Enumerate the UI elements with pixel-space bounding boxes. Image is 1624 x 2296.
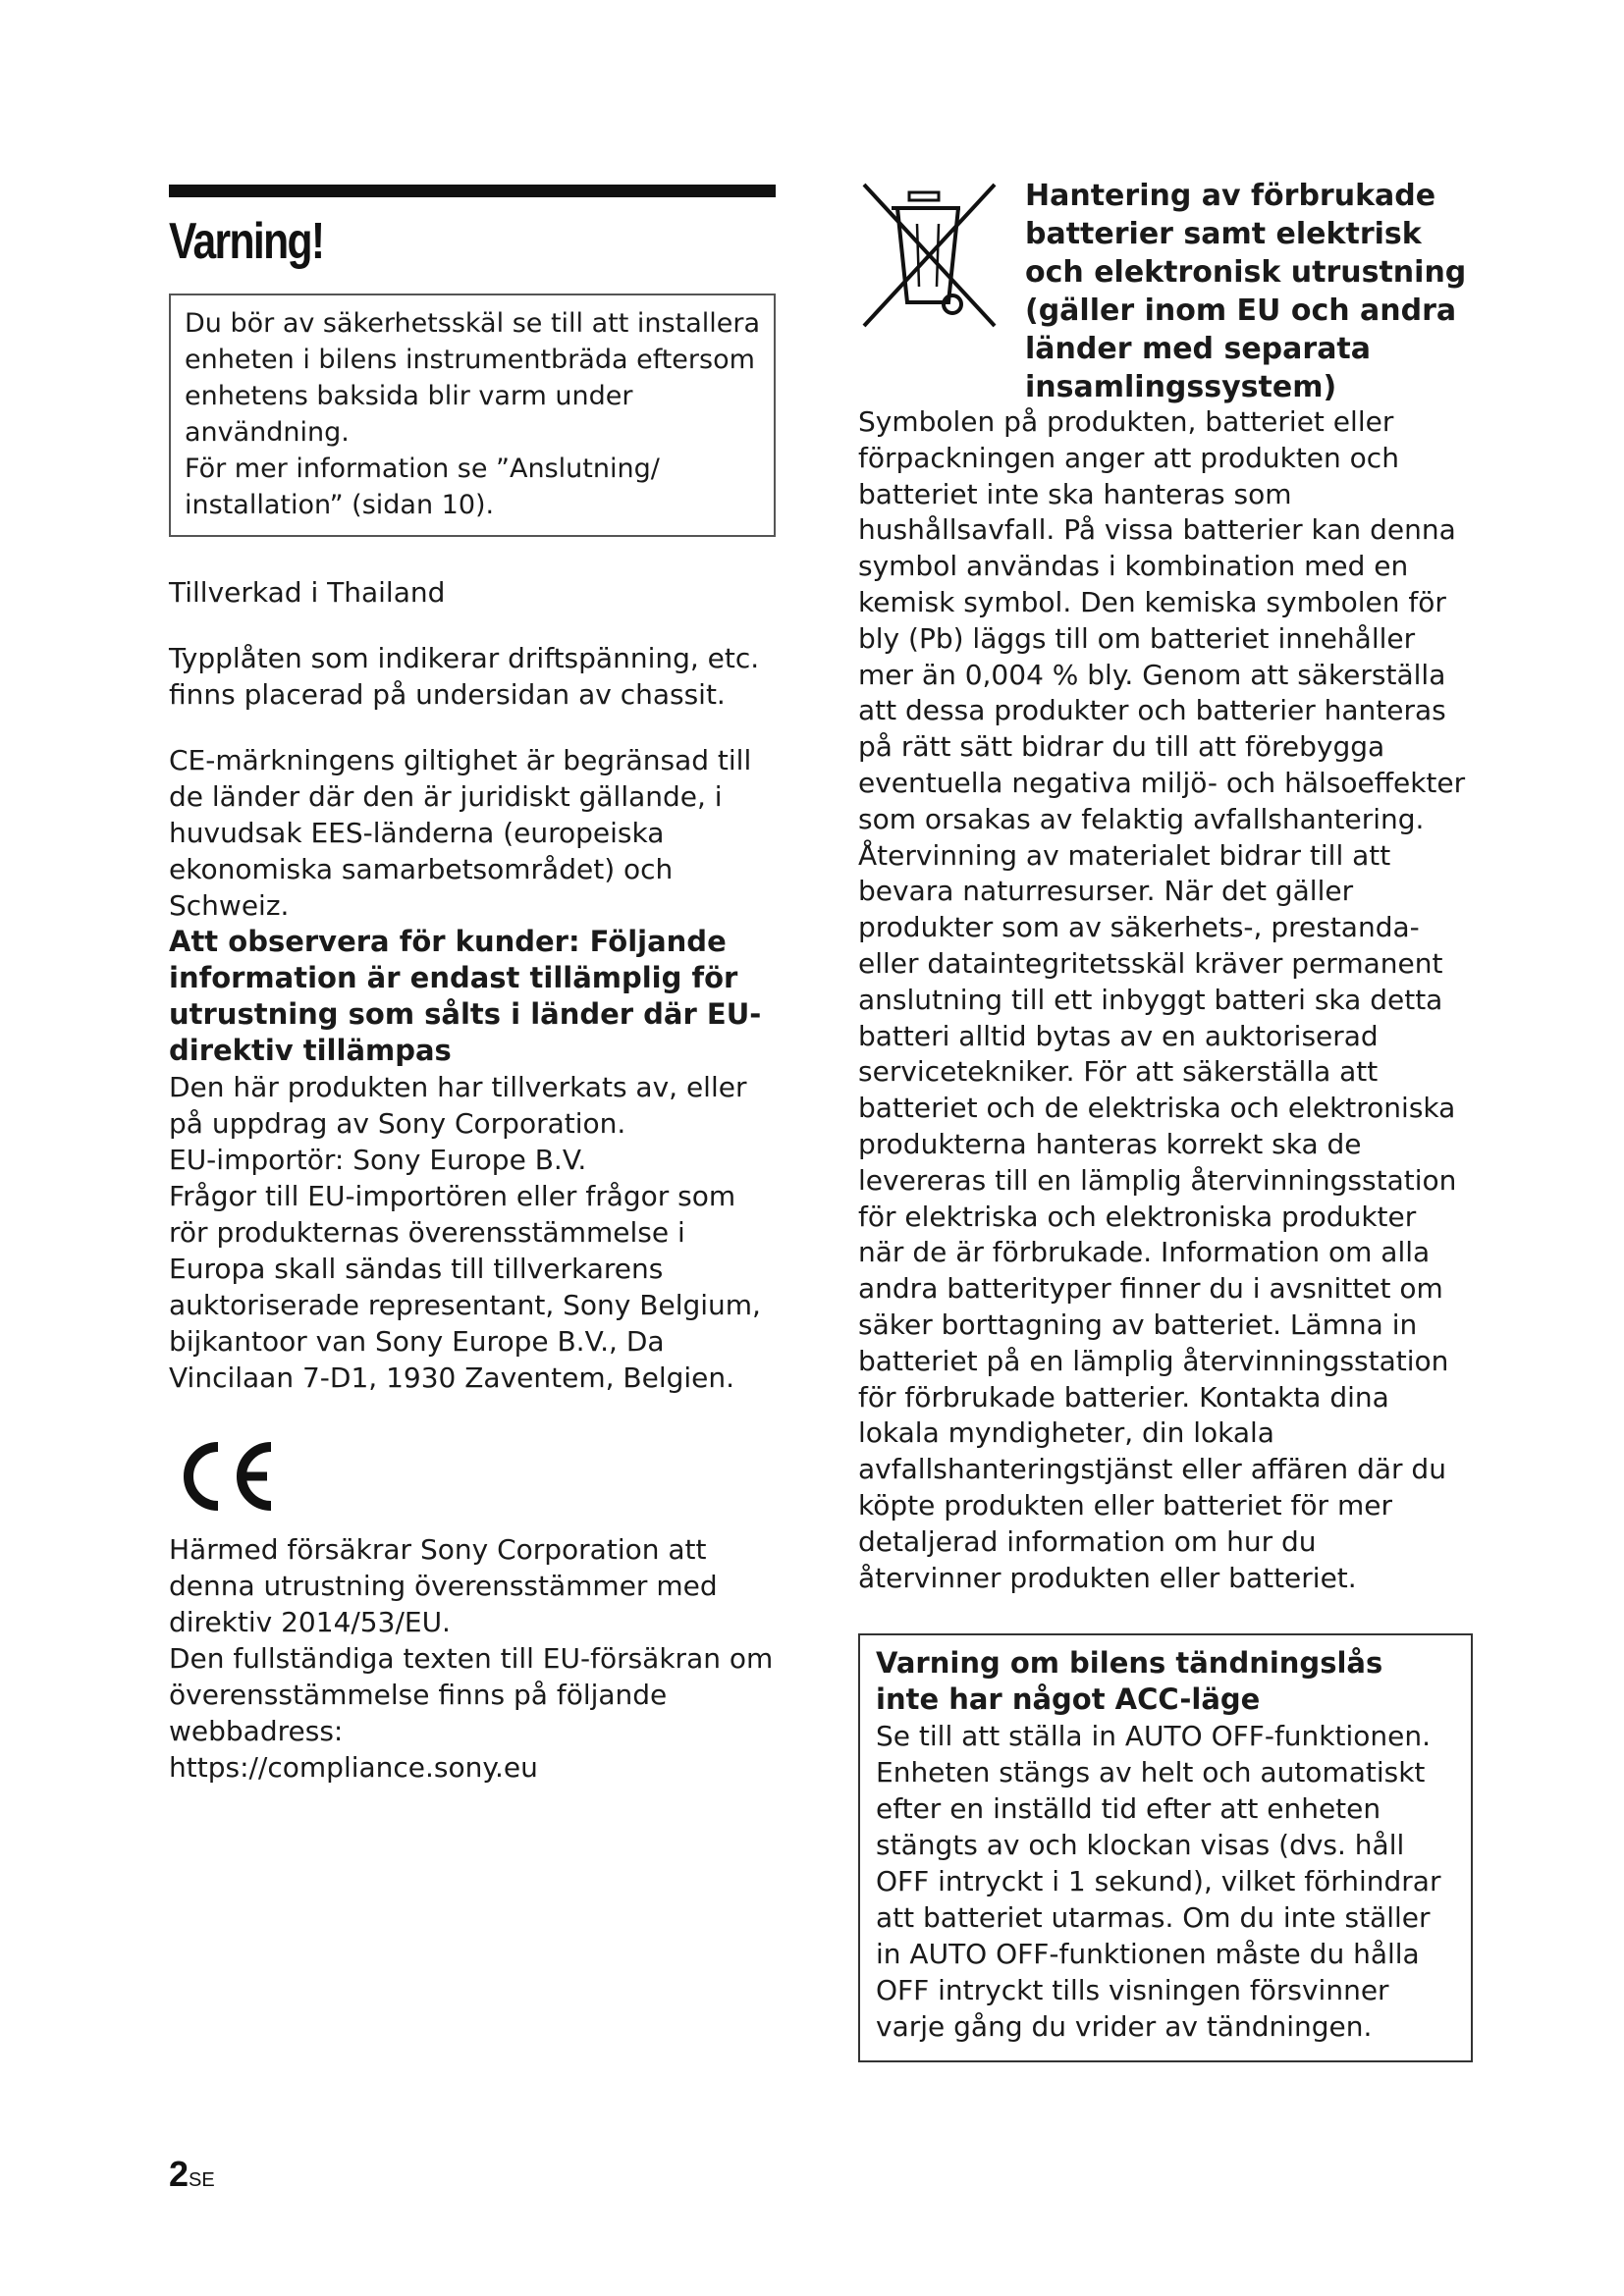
left-column — [169, 185, 776, 1786]
heat-notice-box — [169, 294, 776, 537]
section-rule — [169, 185, 776, 197]
page-number-suffix: SE — [189, 2169, 215, 2191]
page-number — [169, 2154, 215, 2195]
weee-heading: Hantering av förbrukade batterier samt elektrisk och elektronisk utrustning (gäller inom EU och andra länder med separata insamlingssystem) — [1025, 179, 1467, 404]
questions-text: Frågor till EU-importören eller frågor som rör produkternas överensstämmelse i Europa skall sändas till tillverkarens auktoriserade representant, Sony Belgium, bijkantoor van Sony Europe B.V., Da Vincilaan 7-D1, 1930 Zaventem, Belgien. — [169, 1180, 761, 1394]
manufacturer-text: Den här produkten har tillverkats av, eller på uppdrag av Sony Corporation. — [169, 1071, 747, 1140]
crossed-out-wheelie-bin-icon — [858, 179, 1001, 336]
weee-body-text: Symbolen på produkten, batteriet eller förpackningen anger att produkten och batteriet inte ska hanteras som hushållsavfall. På vissa batterier kan denna symbol användas i kombination med en kemisk symbol. Den kemiska symbolen för bly (Pb) läggs till om batteriet innehåller mer än 0,004 % bly. Genom att säkerställa att dessa produkter och batterier hanteras på rätt sätt bidrar du till att förebygga eventuella negativa miljö- och hälsoeffekter som orsakas av felaktig avfallshantering. Återvinning av materialet bidrar till att bevara naturresurser. När det gäller produkter som av säkerhets-, prestanda- eller dataintegritetsskäl kräver permanent anslutning till ett inbyggt batteri ska detta batteri alltid bytas av en auktoriserad servicetekniker. För att säkerställa att batteriet och de elektriska och elektroniska produkterna hanteras korrekt ska de levereras till en lämplig återvinningsstation för elektriska och elektroniska produkter när de är förbrukade. Information om alla andra batterityper finner du i avsnittet om säker borttagning av batteriet. Lämna in batteriet på en lämplig återvinningsstation för förbrukade batterier. Kontakta dina lokala myndigheter, din lokala avfallshanteringstjänst eller affären där du köpte produkten eller batteriet för mer detaljerad information om hur du återvinner produkten eller batteriet. — [858, 405, 1466, 1594]
declaration-text: Härmed försäkrar Sony Corporation att denna utrustning överensstämmer med direktiv 2014/53/EU. — [169, 1533, 718, 1638]
ignition-warning-heading: Varning om bilens tändningslås inte har något ACC-läge — [876, 1646, 1383, 1717]
eu-customers-heading: Att observera för kunder: Följande information är endast tillämplig för utrustning som sålts i länder där EU-direktiv tillämpas — [169, 925, 762, 1067]
rating-plate-text: Typplåten som indikerar driftspänning, etc. finns placerad på undersidan av chassit. — [169, 642, 760, 711]
ignition-warning-box — [858, 1633, 1473, 2062]
ignition-warning-text: Se till att ställa in AUTO OFF-funktionen. Enheten stängs av helt och automatiskt efter en inställd tid efter att enheten stängts av och klockan visas (dvs. håll OFF intryckt i 1 sekund), vilket förhindrar att batteriet utarmas. Om du inte ställer in AUTO OFF-funktionen måste du hålla OFF intryckt tills visningen försvinner varje gång du vrider av tändningen. — [876, 1720, 1441, 2044]
full-text-info: Den fullständiga texten till EU-försäkran om överensstämmelse finns på följande webbadress: — [169, 1642, 774, 1747]
right-column — [858, 177, 1467, 2062]
ce-mark-icon — [169, 1439, 287, 1514]
ce-validity-text: CE-märkningens giltighet är begränsad till de länder där den är juridiskt gällande, i huvudsak EES-länderna (europeiska ekonomiska samarbetsområdet) och Schweiz. — [169, 744, 752, 922]
weee-header — [858, 177, 1467, 412]
warning-title: Varning! — [169, 213, 324, 270]
importer-text: EU-importör: Sony Europe B.V. — [169, 1144, 587, 1176]
compliance-url[interactable]: https://compliance.sony.eu — [169, 1751, 538, 1784]
installation-reference: För mer information se ”Anslutning/ installation” (sidan 10). — [185, 454, 660, 520]
heat-notice-text: Du bör av säkerhetsskäl se till att installera enheten i bilens instrumentbräda eftersom enhetens baksida blir varm under användning. — [185, 308, 760, 448]
made-in-text: Tillverkad i Thailand — [169, 576, 446, 609]
page-number-value: 2 — [169, 2154, 189, 2194]
